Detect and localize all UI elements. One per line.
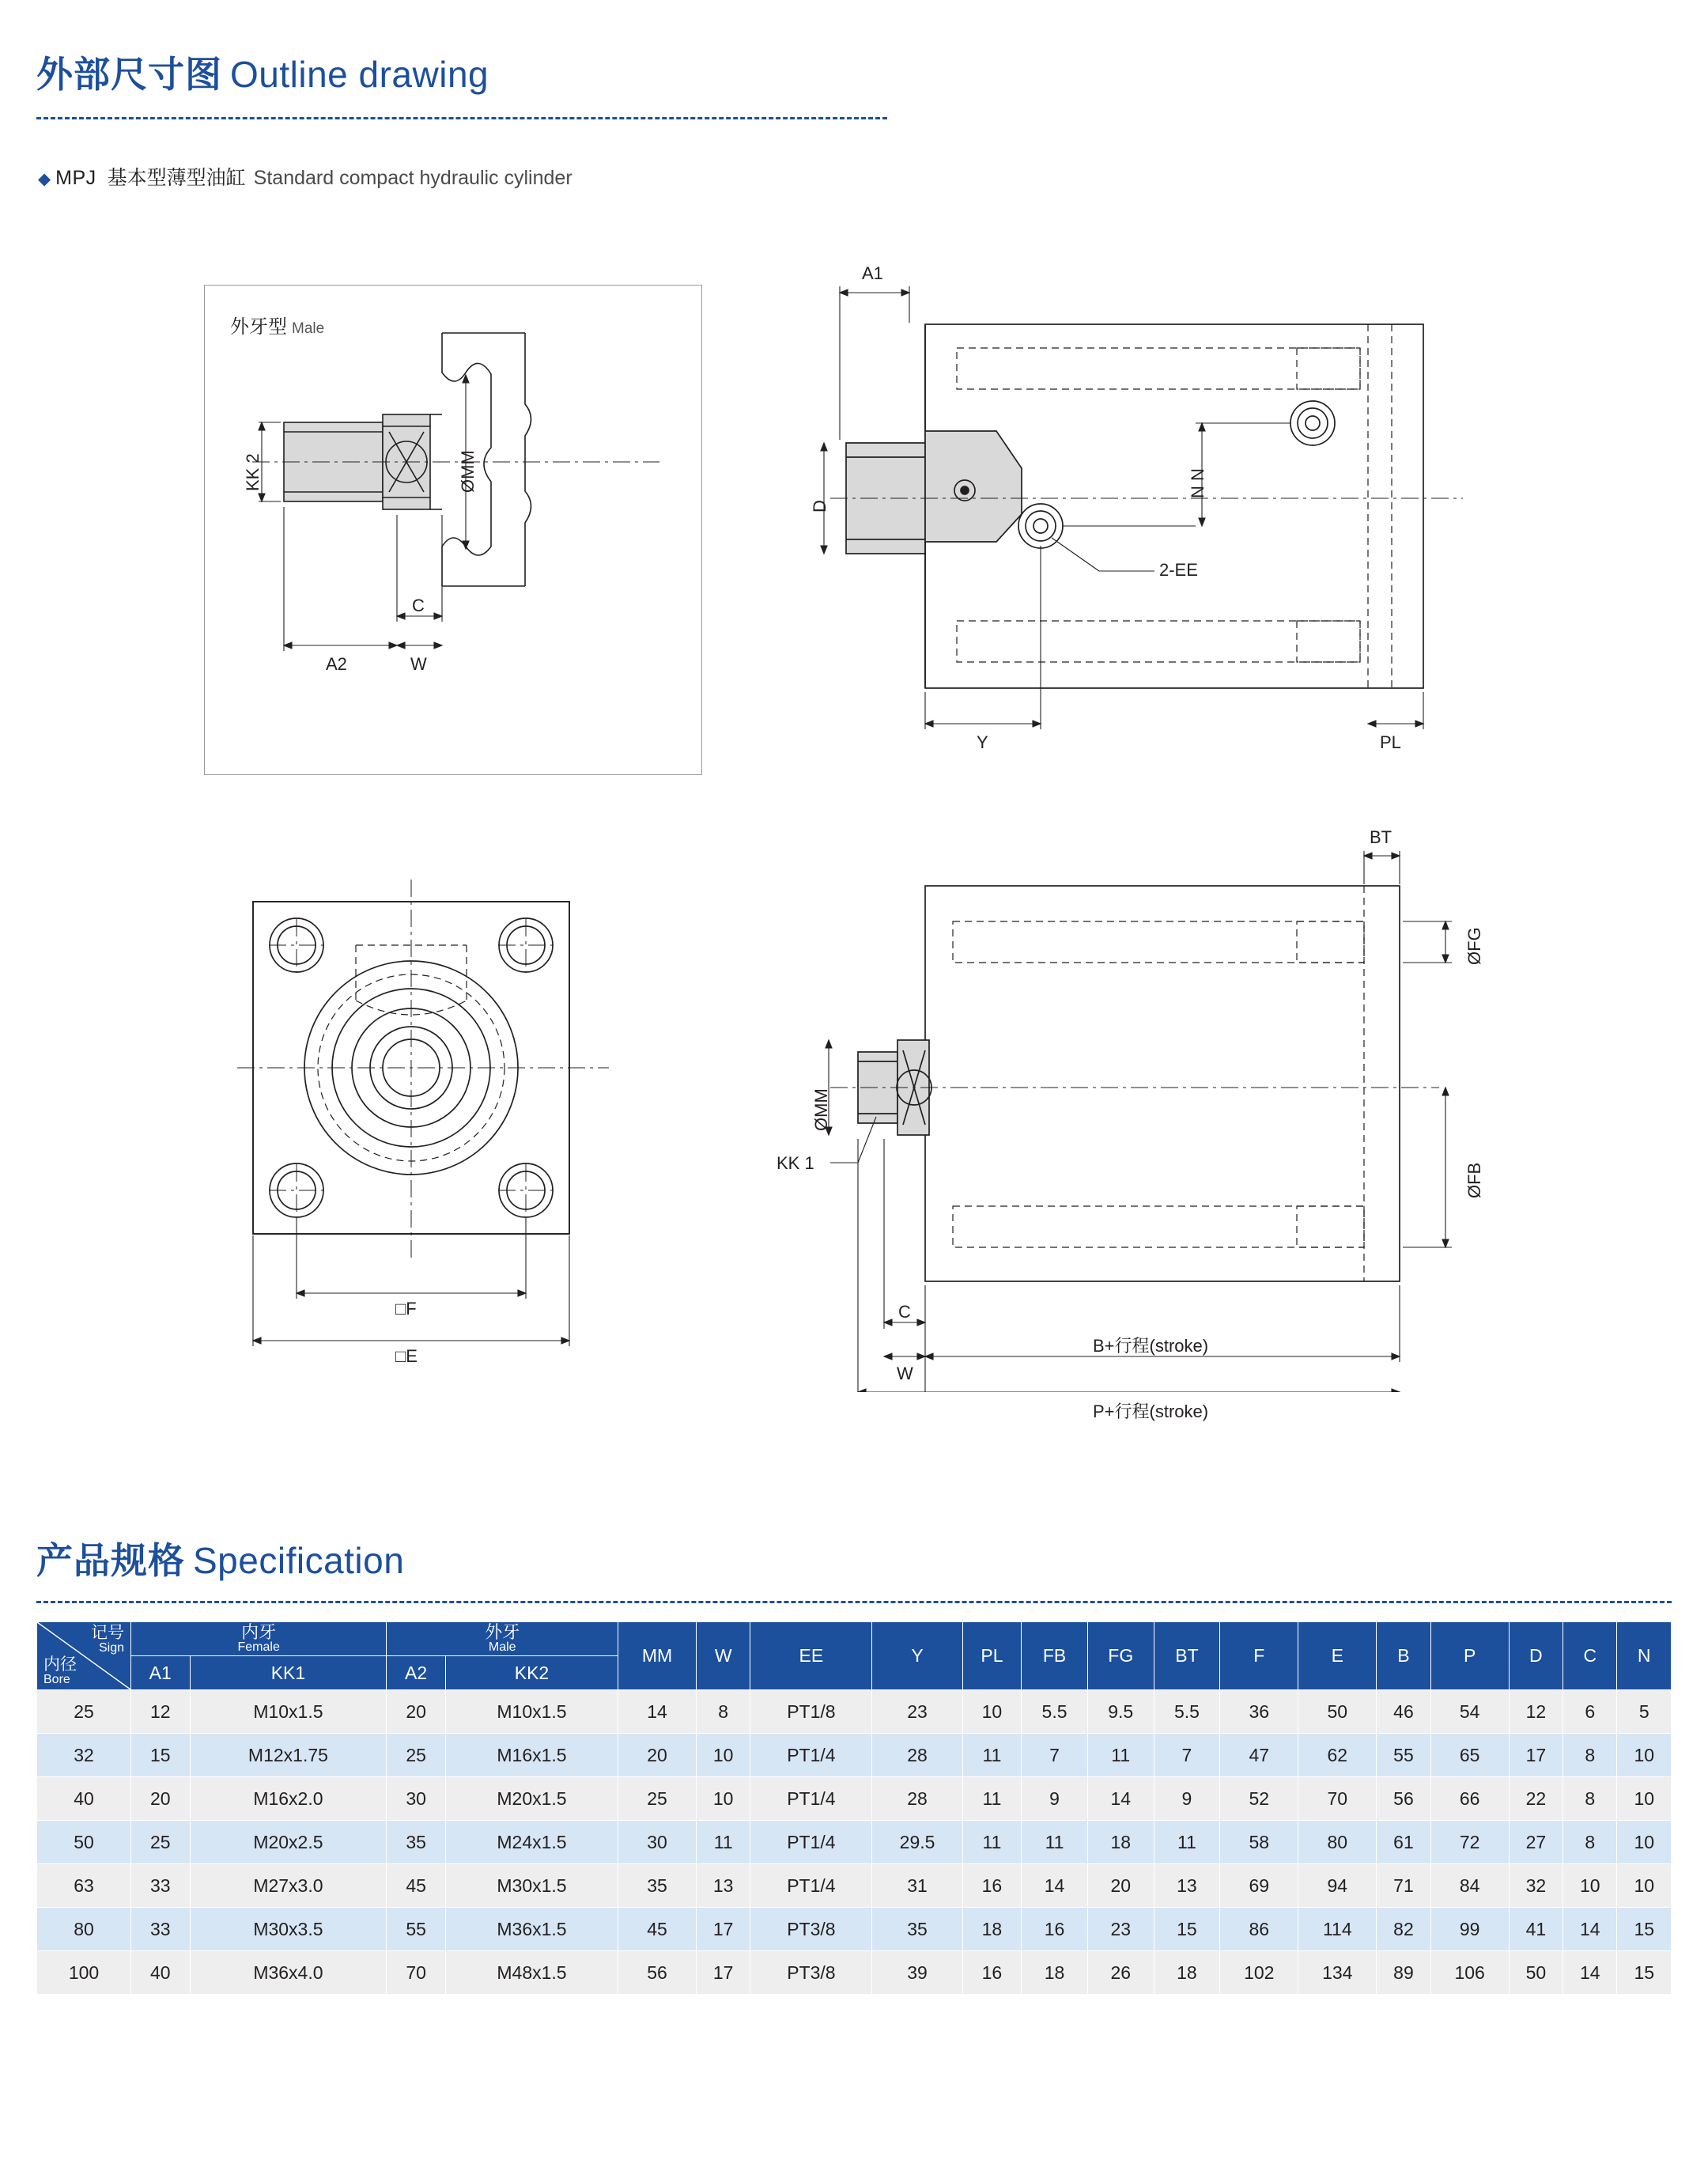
col-header-P: P: [1430, 1622, 1509, 1690]
cell-C: 8: [1563, 1821, 1617, 1864]
cell-EE: PT1/8: [750, 1690, 872, 1734]
table-corner-header: [37, 1622, 131, 1690]
col-header-FG: FG: [1087, 1622, 1154, 1690]
cell-KK1: M36x4.0: [190, 1951, 387, 1995]
cell-A2: 20: [387, 1690, 446, 1734]
label-e: □E: [395, 1346, 418, 1366]
group-male-cn: 外牙: [485, 1622, 520, 1643]
cell-FB: 16: [1022, 1908, 1088, 1951]
cell-B: 61: [1377, 1821, 1430, 1864]
table-row: [37, 1777, 1672, 1821]
cell-KK1: M16x2.0: [190, 1777, 387, 1821]
cell-BT: 5.5: [1154, 1690, 1220, 1734]
table-row: [37, 1821, 1672, 1864]
cell-FG: 14: [1087, 1777, 1154, 1821]
panel-title-en: Male: [292, 320, 325, 337]
cell-A2: 45: [387, 1864, 446, 1908]
cell-B: 55: [1377, 1734, 1430, 1777]
col-header-PL: PL: [962, 1622, 1022, 1690]
cell-P: 54: [1430, 1690, 1509, 1734]
cell-B: 71: [1377, 1864, 1430, 1908]
cell-PL: 11: [962, 1821, 1022, 1864]
label-y: Y: [977, 732, 988, 752]
cell-EE: PT1/4: [750, 1821, 872, 1864]
cell-A1: 25: [131, 1821, 191, 1864]
cell-FG: 26: [1087, 1951, 1154, 1995]
label-c-top: C: [412, 596, 425, 615]
cell-KK1: M12x1.75: [190, 1734, 387, 1777]
cell-KK2: M20x1.5: [445, 1777, 618, 1821]
cell-KK1: M27x3.0: [190, 1864, 387, 1908]
label-a2: A2: [326, 654, 347, 674]
cell-FB: 5.5: [1022, 1690, 1088, 1734]
cell-P: 84: [1430, 1864, 1509, 1908]
cell-C: 10: [1563, 1864, 1617, 1908]
cell-N: 10: [1617, 1821, 1672, 1864]
cell-A1: 12: [131, 1690, 191, 1734]
cell-B: 56: [1377, 1777, 1430, 1821]
cell-P: 72: [1430, 1821, 1509, 1864]
cell-F: 47: [1220, 1734, 1298, 1777]
cell-N: 10: [1617, 1734, 1672, 1777]
cell-N: 15: [1617, 1908, 1672, 1951]
table-head-row-1: [37, 1622, 1672, 1656]
corner-bore-en: Bore: [43, 1673, 70, 1687]
cell-MM: 56: [618, 1951, 697, 1995]
cell-A1: 40: [131, 1951, 191, 1995]
cell-PL: 10: [962, 1690, 1022, 1734]
label-mm-top: ØMM: [458, 450, 478, 493]
group-female-cn: 内牙: [241, 1622, 277, 1643]
cell-KK2: M24x1.5: [445, 1821, 618, 1864]
label-nn: N N: [1188, 468, 1207, 498]
model-name-cn: 基本型薄型油缸: [107, 167, 246, 189]
cell-bore: 80: [37, 1908, 131, 1951]
cell-E: 80: [1298, 1821, 1377, 1864]
page-title: [36, 46, 489, 98]
cell-W: 8: [696, 1690, 750, 1734]
col-header-W: W: [696, 1622, 750, 1690]
cell-bore: 100: [37, 1951, 131, 1995]
cell-EE: PT1/4: [750, 1777, 872, 1821]
cell-N: 10: [1617, 1864, 1672, 1908]
label-p-stroke: P+行程(stroke): [1093, 1402, 1209, 1421]
cell-PL: 11: [962, 1734, 1022, 1777]
col-header-B: B: [1377, 1622, 1430, 1690]
table-row: [37, 1908, 1672, 1951]
table-row: [37, 1690, 1672, 1734]
label-a1: A1: [862, 263, 883, 283]
col-header-Y: Y: [872, 1622, 962, 1690]
cell-F: 52: [1220, 1777, 1298, 1821]
cell-KK1: M30x3.5: [190, 1908, 387, 1951]
cell-bore: 50: [37, 1821, 131, 1864]
col-header-E: E: [1298, 1622, 1377, 1690]
panel-title: [230, 311, 324, 339]
cell-E: 134: [1298, 1951, 1377, 1995]
cell-A1: 20: [131, 1777, 191, 1821]
cell-MM: 14: [618, 1690, 697, 1734]
cell-Y: 29.5: [872, 1821, 962, 1864]
col-header-N: N: [1617, 1622, 1672, 1690]
label-kk2: KK 2: [243, 453, 263, 491]
cell-BT: 11: [1154, 1821, 1220, 1864]
cell-Y: 31: [872, 1864, 962, 1908]
cell-C: 8: [1563, 1734, 1617, 1777]
label-b-stroke: B+行程(stroke): [1093, 1336, 1209, 1356]
male-thread-panel: [204, 285, 702, 775]
col-header-D: D: [1509, 1622, 1563, 1690]
long-view-drawing: [777, 827, 1494, 1421]
cell-Y: 23: [872, 1690, 962, 1734]
specification-table: [36, 1621, 1672, 1995]
cell-BT: 7: [1154, 1734, 1220, 1777]
cell-Y: 28: [872, 1734, 962, 1777]
cell-FG: 18: [1087, 1821, 1154, 1864]
col-header-EE: EE: [750, 1622, 872, 1690]
cell-N: 10: [1617, 1777, 1672, 1821]
cell-A1: 33: [131, 1864, 191, 1908]
cell-bore: 63: [37, 1864, 131, 1908]
cell-C: 8: [1563, 1777, 1617, 1821]
cell-D: 12: [1509, 1690, 1563, 1734]
cell-KK2: M30x1.5: [445, 1864, 618, 1908]
cell-FB: 9: [1022, 1777, 1088, 1821]
col-header-FB: FB: [1022, 1622, 1088, 1690]
cell-F: 102: [1220, 1951, 1298, 1995]
cell-W: 17: [696, 1908, 750, 1951]
spec-title-cn: 产品规格: [36, 1540, 185, 1581]
diamond-icon: ◆: [38, 170, 51, 188]
label-w-bottom: W: [897, 1364, 913, 1383]
cell-F: 69: [1220, 1864, 1298, 1908]
cell-E: 70: [1298, 1777, 1377, 1821]
cell-FB: 14: [1022, 1864, 1088, 1908]
outline-divider: [36, 117, 887, 119]
cell-MM: 20: [618, 1734, 697, 1777]
model-code: MPJ: [55, 167, 96, 189]
cell-PL: 11: [962, 1777, 1022, 1821]
cell-W: 11: [696, 1821, 750, 1864]
corner-bore-cn: 内径: [43, 1655, 77, 1674]
cell-B: 82: [1377, 1908, 1430, 1951]
cell-E: 94: [1298, 1864, 1377, 1908]
cell-D: 22: [1509, 1777, 1563, 1821]
col-header-KK2: KK2: [445, 1656, 618, 1690]
corner-sign: [91, 1625, 124, 1655]
cell-Y: 35: [872, 1908, 962, 1951]
col-header-A2: A2: [387, 1656, 446, 1690]
cell-W: 10: [696, 1777, 750, 1821]
cell-P: 99: [1430, 1908, 1509, 1951]
cell-bore: 32: [37, 1734, 131, 1777]
cell-MM: 30: [618, 1821, 697, 1864]
col-header-BT: BT: [1154, 1622, 1220, 1690]
cell-N: 15: [1617, 1951, 1672, 1995]
corner-sign-en: Sign: [98, 1641, 124, 1655]
cell-P: 106: [1430, 1951, 1509, 1995]
cell-bore: 25: [37, 1690, 131, 1734]
outline-title-cn: 外部尺寸图: [36, 54, 222, 95]
cell-BT: 9: [1154, 1777, 1220, 1821]
cell-KK2: M16x1.5: [445, 1734, 618, 1777]
cell-PL: 16: [962, 1951, 1022, 1995]
cell-EE: PT1/4: [750, 1734, 872, 1777]
spec-title: [36, 1532, 404, 1584]
label-2ee: 2-EE: [1159, 560, 1198, 580]
col-header-F: F: [1220, 1622, 1298, 1690]
cell-PL: 16: [962, 1864, 1022, 1908]
cell-W: 10: [696, 1734, 750, 1777]
cell-PL: 18: [962, 1908, 1022, 1951]
cell-E: 114: [1298, 1908, 1377, 1951]
cell-E: 50: [1298, 1690, 1377, 1734]
group-header-female: [131, 1622, 387, 1656]
col-header-KK1: KK1: [190, 1656, 387, 1690]
label-bt: BT: [1370, 827, 1392, 847]
cell-N: 5: [1617, 1690, 1672, 1734]
cell-A2: 70: [387, 1951, 446, 1995]
cell-W: 13: [696, 1864, 750, 1908]
corner-sign-cn: 记号: [91, 1624, 124, 1642]
table-head: [37, 1622, 1672, 1690]
cell-FB: 7: [1022, 1734, 1088, 1777]
cell-BT: 15: [1154, 1908, 1220, 1951]
cell-A2: 35: [387, 1821, 446, 1864]
label-w-top: W: [410, 654, 427, 674]
table-row: [37, 1734, 1672, 1777]
table-body: [37, 1690, 1672, 1995]
cell-D: 41: [1509, 1908, 1563, 1951]
label-c-bottom: C: [898, 1302, 911, 1322]
cell-B: 46: [1377, 1690, 1430, 1734]
male-thread-drawing: [205, 286, 703, 776]
cell-BT: 18: [1154, 1951, 1220, 1995]
cell-F: 58: [1220, 1821, 1298, 1864]
col-header-A1: A1: [131, 1656, 191, 1690]
col-header-C: C: [1563, 1622, 1617, 1690]
cell-E: 62: [1298, 1734, 1377, 1777]
cell-EE: PT1/4: [750, 1864, 872, 1908]
spec-divider: [36, 1601, 1672, 1603]
cell-P: 66: [1430, 1777, 1509, 1821]
cell-KK2: M48x1.5: [445, 1951, 618, 1995]
cell-F: 86: [1220, 1908, 1298, 1951]
group-female-en: Female: [237, 1640, 280, 1655]
cell-KK2: M36x1.5: [445, 1908, 618, 1951]
table-row: [37, 1951, 1672, 1995]
outline-title-en: Outline drawing: [230, 54, 489, 95]
cell-FG: 9.5: [1087, 1690, 1154, 1734]
cell-W: 17: [696, 1951, 750, 1995]
cell-A2: 55: [387, 1908, 446, 1951]
group-header-male: [387, 1622, 618, 1656]
cell-FG: 20: [1087, 1864, 1154, 1908]
label-pl: PL: [1380, 732, 1401, 752]
cell-EE: PT3/8: [750, 1908, 872, 1951]
end-view-drawing: [237, 862, 680, 1384]
group-male-en: Male: [488, 1640, 516, 1655]
cell-C: 14: [1563, 1908, 1617, 1951]
cell-BT: 13: [1154, 1864, 1220, 1908]
cell-D: 50: [1509, 1951, 1563, 1995]
label-kk1: KK 1: [777, 1153, 814, 1173]
cell-A2: 25: [387, 1734, 446, 1777]
side-view-drawing: [810, 261, 1494, 783]
cell-D: 17: [1509, 1734, 1563, 1777]
cell-A1: 33: [131, 1908, 191, 1951]
cell-P: 65: [1430, 1734, 1509, 1777]
cell-EE: PT3/8: [750, 1951, 872, 1995]
label-d: D: [810, 500, 829, 513]
cell-KK1: M10x1.5: [190, 1690, 387, 1734]
drawing-area: [0, 237, 1708, 1424]
cell-B: 89: [1377, 1951, 1430, 1995]
corner-bore: [43, 1656, 77, 1687]
cell-F: 36: [1220, 1690, 1298, 1734]
cell-MM: 35: [618, 1864, 697, 1908]
spec-title-en: Specification: [193, 1540, 405, 1581]
cell-C: 6: [1563, 1690, 1617, 1734]
col-header-MM: MM: [618, 1622, 697, 1690]
cell-A1: 15: [131, 1734, 191, 1777]
table-row: [37, 1864, 1672, 1908]
cell-FG: 11: [1087, 1734, 1154, 1777]
cell-Y: 28: [872, 1777, 962, 1821]
panel-title-cn: 外牙型: [230, 316, 287, 338]
cell-KK1: M20x2.5: [190, 1821, 387, 1864]
cell-bore: 40: [37, 1777, 131, 1821]
model-name-en: Standard compact hydraulic cylinder: [253, 167, 572, 189]
label-mm-bottom: ØMM: [811, 1088, 831, 1131]
cell-Y: 39: [872, 1951, 962, 1995]
cell-FB: 11: [1022, 1821, 1088, 1864]
label-fb: ØFB: [1464, 1162, 1484, 1198]
cell-D: 32: [1509, 1864, 1563, 1908]
label-f: □F: [395, 1299, 417, 1318]
cell-MM: 45: [618, 1908, 697, 1951]
cell-C: 14: [1563, 1951, 1617, 1995]
cell-KK2: M10x1.5: [445, 1690, 618, 1734]
label-fg: ØFG: [1464, 927, 1484, 965]
cell-FG: 23: [1087, 1908, 1154, 1951]
cell-D: 27: [1509, 1821, 1563, 1864]
model-subtitle: [38, 162, 572, 191]
cell-MM: 25: [618, 1777, 697, 1821]
cell-FB: 18: [1022, 1951, 1088, 1995]
cell-A2: 30: [387, 1777, 446, 1821]
